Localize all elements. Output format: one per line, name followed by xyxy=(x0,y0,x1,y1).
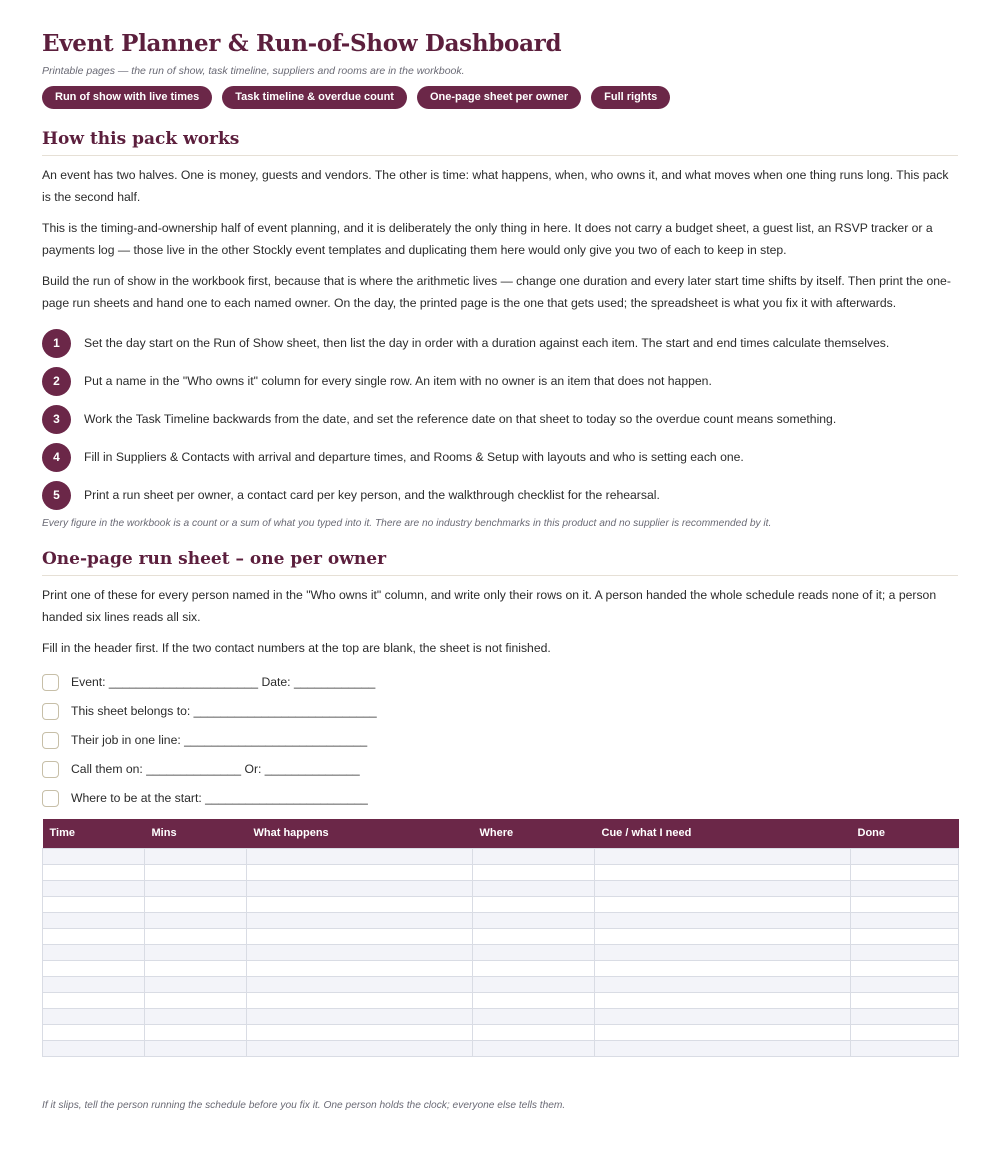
step-text: Set the day start on the Run of Show sheet, then list the day in order with a duration against each item. The start and end times calculate themselves. xyxy=(84,336,890,350)
table-cell[interactable] xyxy=(851,992,959,1008)
table-cell[interactable] xyxy=(247,864,473,880)
checklist-item-job xyxy=(42,726,958,755)
table-row xyxy=(43,960,959,976)
table-cell[interactable] xyxy=(43,864,145,880)
table-cell[interactable] xyxy=(473,944,595,960)
table-cell[interactable] xyxy=(851,1024,959,1040)
table-cell[interactable] xyxy=(247,992,473,1008)
table-cell[interactable] xyxy=(43,1024,145,1040)
table-cell[interactable] xyxy=(851,1008,959,1024)
table-cell[interactable] xyxy=(145,1008,247,1024)
step-item xyxy=(42,476,958,514)
checklist-item-call xyxy=(42,755,958,784)
table-cell[interactable] xyxy=(473,1024,595,1040)
table-cell[interactable] xyxy=(473,864,595,880)
step-number-badge: 3 xyxy=(42,405,71,434)
table-row xyxy=(43,912,959,928)
table-cell[interactable] xyxy=(145,880,247,896)
column-header-what-happens: What happens xyxy=(247,819,473,849)
table-cell[interactable] xyxy=(43,1008,145,1024)
checkbox[interactable] xyxy=(42,790,59,807)
table-cell[interactable] xyxy=(595,848,851,864)
benchmarks-note: Every figure in the workbook is a count or a sum of what you typed into it. There are no industry benchmarks in this product and no supplier is recommended by it. xyxy=(42,518,772,529)
table-cell[interactable] xyxy=(851,928,959,944)
table-cell[interactable] xyxy=(145,912,247,928)
pill-one-page-sheet: One-page sheet per owner xyxy=(417,86,581,109)
column-header-mins: Mins xyxy=(145,819,247,849)
checklist-label: Event: ______________________ Date: ____________ xyxy=(71,675,376,689)
table-cell[interactable] xyxy=(247,976,473,992)
table-cell[interactable] xyxy=(247,1008,473,1024)
step-number-badge: 5 xyxy=(42,481,71,510)
checklist-item-start-location xyxy=(42,784,958,813)
table-cell[interactable] xyxy=(595,960,851,976)
table-cell[interactable] xyxy=(145,1024,247,1040)
runsheet-paragraph: Fill in the header first. If the two contact numbers at the top are blank, the sheet is not finished. xyxy=(42,641,551,655)
pill-task-timeline: Task timeline & overdue count xyxy=(222,86,407,109)
how-paragraph: An event has two halves. One is money, guests and vendors. The other is time: what happens, when, who owns it, and what moves when one thing runs long. This pack is the second half. xyxy=(42,168,949,204)
section-heading-how: How this pack works xyxy=(42,129,958,156)
column-header-where: Where xyxy=(473,819,595,849)
table-cell[interactable] xyxy=(851,864,959,880)
table-cell[interactable] xyxy=(247,896,473,912)
table-cell[interactable] xyxy=(473,848,595,864)
table-cell[interactable] xyxy=(145,944,247,960)
table-cell[interactable] xyxy=(145,1040,247,1056)
step-number-badge: 1 xyxy=(42,329,71,358)
step-item xyxy=(42,438,958,476)
table-cell[interactable] xyxy=(247,928,473,944)
table-cell[interactable] xyxy=(145,976,247,992)
table-cell[interactable] xyxy=(473,992,595,1008)
table-row xyxy=(43,848,959,864)
table-row xyxy=(43,896,959,912)
table-cell[interactable] xyxy=(247,912,473,928)
table-cell[interactable] xyxy=(247,960,473,976)
table-cell[interactable] xyxy=(247,1024,473,1040)
table-cell[interactable] xyxy=(595,896,851,912)
table-row xyxy=(43,1040,959,1056)
checklist-label: Their job in one line: ___________________________ xyxy=(71,733,368,747)
table-cell[interactable] xyxy=(43,1040,145,1056)
table-row xyxy=(43,976,959,992)
step-item xyxy=(42,324,958,362)
table-cell[interactable] xyxy=(43,944,145,960)
pill-full-rights: Full rights xyxy=(591,86,670,109)
footer-note: If it slips, tell the person running the schedule before you fix it. One person holds the clock; everyone else tells them. xyxy=(42,1100,566,1111)
table-cell[interactable] xyxy=(247,848,473,864)
table-row xyxy=(43,1024,959,1040)
checklist-item-owner xyxy=(42,697,958,726)
checklist-label: Where to be at the start: ________________________ xyxy=(71,791,368,805)
table-cell[interactable] xyxy=(145,848,247,864)
table-cell[interactable] xyxy=(595,880,851,896)
table-cell[interactable] xyxy=(595,1024,851,1040)
checklist-label: Call them on: ______________ Or: ______________ xyxy=(71,762,360,776)
table-cell[interactable] xyxy=(595,992,851,1008)
run-sheet-table xyxy=(42,819,959,1057)
table-cell[interactable] xyxy=(851,976,959,992)
step-text: Put a name in the "Who owns it" column for every single row. An item with no owner is an item that does not happen. xyxy=(84,374,712,388)
pill-run-of-show: Run of show with live times xyxy=(42,86,212,109)
table-cell[interactable] xyxy=(595,912,851,928)
table-row xyxy=(43,928,959,944)
how-paragraph: Build the run of show in the workbook first, because that is where the arithmetic lives — change one duration and every later start time shifts by itself. Then print the one-page run sheets and hand one to each named owner. On the day, the printed page is the one that gets used; the spreadsheet is what you fix it with afterwards. xyxy=(42,274,951,310)
table-cell[interactable] xyxy=(473,976,595,992)
table-cell[interactable] xyxy=(145,896,247,912)
checklist-item-event xyxy=(42,668,958,697)
checkbox[interactable] xyxy=(42,674,59,691)
table-cell[interactable] xyxy=(43,960,145,976)
column-header-cue: Cue / what I need xyxy=(595,819,851,849)
step-item xyxy=(42,362,958,400)
header-checklist xyxy=(42,668,958,813)
table-cell[interactable] xyxy=(851,1040,959,1056)
step-number-badge: 4 xyxy=(42,443,71,472)
steps-list xyxy=(42,324,958,514)
table-cell[interactable] xyxy=(851,960,959,976)
step-text: Print a run sheet per owner, a contact card per key person, and the walkthrough checklist for the rehearsal. xyxy=(84,488,660,502)
checkbox[interactable] xyxy=(42,703,59,720)
table-cell[interactable] xyxy=(851,880,959,896)
runsheet-paragraph: Print one of these for every person named in the "Who owns it" column, and write only their rows on it. A person handed the whole schedule reads none of it; a person handed six lines reads all six. xyxy=(42,588,937,624)
table-cell[interactable] xyxy=(473,960,595,976)
table-cell[interactable] xyxy=(145,992,247,1008)
table-cell[interactable] xyxy=(247,880,473,896)
table-row xyxy=(43,992,959,1008)
table-cell[interactable] xyxy=(595,864,851,880)
section-heading-runsheet: One-page run sheet – one per owner xyxy=(42,549,958,576)
checkbox[interactable] xyxy=(42,761,59,778)
checklist-label: This sheet belongs to: ___________________________ xyxy=(71,704,377,718)
table-cell[interactable] xyxy=(43,896,145,912)
step-item xyxy=(42,400,958,438)
table-cell[interactable] xyxy=(851,896,959,912)
table-cell[interactable] xyxy=(43,976,145,992)
table-cell[interactable] xyxy=(473,1040,595,1056)
table-cell[interactable] xyxy=(595,1008,851,1024)
table-cell[interactable] xyxy=(43,880,145,896)
feature-pills xyxy=(42,86,958,109)
table-cell[interactable] xyxy=(43,992,145,1008)
table-cell[interactable] xyxy=(851,944,959,960)
table-cell[interactable] xyxy=(145,928,247,944)
table-cell[interactable] xyxy=(145,960,247,976)
checkbox[interactable] xyxy=(42,732,59,749)
step-text: Work the Task Timeline backwards from the date, and set the reference date on that sheet to today so the overdue count means something. xyxy=(84,412,837,426)
step-text: Fill in Suppliers & Contacts with arrival and departure times, and Rooms & Setup with layouts and who is setting each one. xyxy=(84,450,744,464)
table-cell[interactable] xyxy=(851,912,959,928)
table-header-row xyxy=(43,819,959,849)
table-cell[interactable] xyxy=(595,1040,851,1056)
column-header-time: Time xyxy=(43,819,145,849)
table-cell[interactable] xyxy=(851,848,959,864)
table-cell[interactable] xyxy=(595,976,851,992)
table-cell[interactable] xyxy=(145,864,247,880)
table-row xyxy=(43,864,959,880)
table-cell[interactable] xyxy=(473,1008,595,1024)
table-row xyxy=(43,880,959,896)
table-cell[interactable] xyxy=(247,944,473,960)
table-cell[interactable] xyxy=(473,880,595,896)
table-row xyxy=(43,1008,959,1024)
table-row xyxy=(43,944,959,960)
table-body xyxy=(43,848,959,1056)
table-cell[interactable] xyxy=(43,848,145,864)
table-cell[interactable] xyxy=(595,944,851,960)
table-cell[interactable] xyxy=(473,896,595,912)
table-cell[interactable] xyxy=(43,928,145,944)
table-cell[interactable] xyxy=(43,912,145,928)
table-cell[interactable] xyxy=(595,928,851,944)
column-header-done: Done xyxy=(851,819,959,849)
table-cell[interactable] xyxy=(473,912,595,928)
table-cell[interactable] xyxy=(473,928,595,944)
page-subtitle: Printable pages — the run of show, task timeline, suppliers and rooms are in the workbook. xyxy=(42,65,465,77)
table-cell[interactable] xyxy=(247,1040,473,1056)
step-number-badge: 2 xyxy=(42,367,71,396)
page-title: Event Planner & Run-of-Show Dashboard xyxy=(42,30,562,57)
how-paragraph: This is the timing-and-ownership half of event planning, and it is deliberately the only thing in here. It does not carry a budget sheet, a guest list, an RSVP tracker or a payments log — those live in the other Stockly event templates and duplicating them here would only give you two of each to keep in step. xyxy=(42,221,933,257)
